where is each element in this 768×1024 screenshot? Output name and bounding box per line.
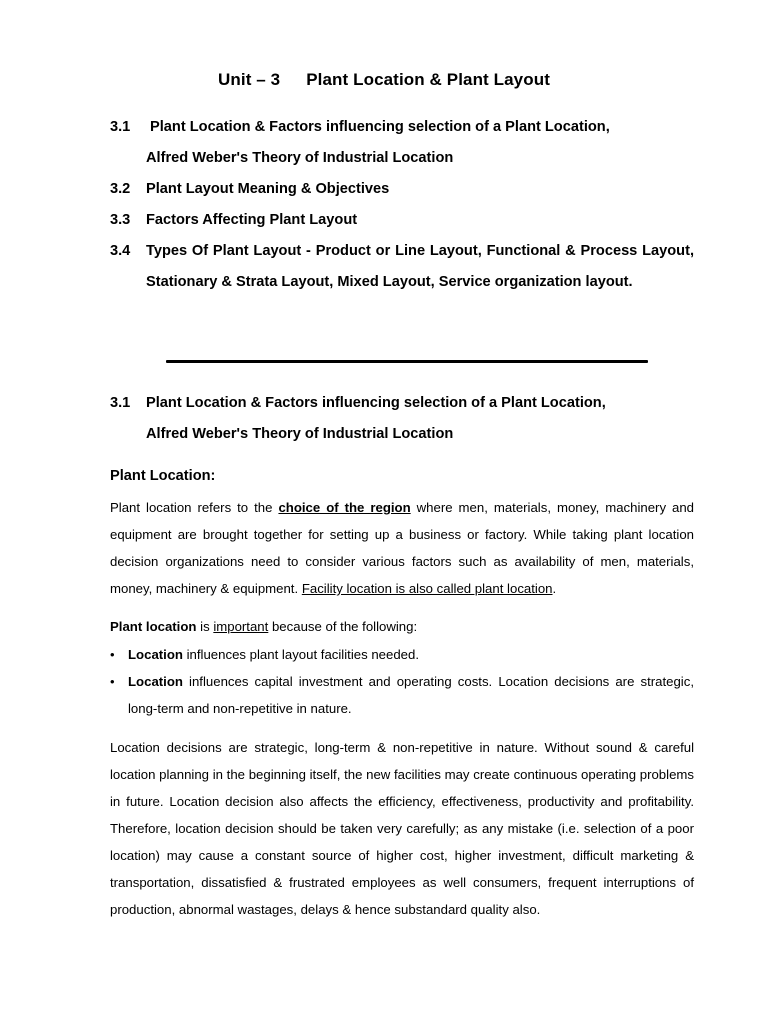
underlined-word: important: [213, 619, 269, 634]
toc-item-3-1: [110, 112, 694, 174]
toc-number: 3.2: [110, 181, 131, 197]
importance-intro: [110, 613, 694, 640]
toc-number: 3.3: [110, 212, 131, 228]
list-item-text: [128, 668, 694, 722]
toc-text-line: Factors Affecting Plant Layout: [146, 212, 358, 228]
bold-phrase: Location: [128, 647, 183, 662]
text-run: Plant location refers to the: [110, 500, 279, 515]
section-number: 3.1: [110, 395, 131, 411]
paragraph-location-decisions: Location decisions are strategic, long-term & non-repetitive in nature. Without sound & careful location planning in the beginning itself, the new facilities may create continuous operating problems in future. Location decision also affects the efficiency, effectiveness, productivity and profitability. Therefore, location decision should be taken very carefully; as any mistake (i.e. selection of a poor location) may cause a constant source of higher cost, higher investment, difficult marketing & transportation, dissatisfied & frustrated employees as well consumers, frequent interruptions of production, abnormal wastages, delays & hence substandard quality also.: [110, 740, 694, 917]
toc-item-3-3: [110, 205, 694, 236]
toc-item-3-2: [110, 174, 694, 205]
underlined-phrase: Facility location is also called plant location: [301, 581, 553, 596]
section-heading-3-1: [110, 388, 694, 450]
section-title-line: Alfred Weber's Theory of Industrial Location: [146, 426, 454, 442]
plant-location-heading: Plant Location:: [110, 468, 216, 484]
toc-text-line: Alfred Weber's Theory of Industrial Location: [146, 150, 454, 166]
text-run: .: [552, 581, 557, 596]
section-divider: [166, 360, 648, 363]
paragraph-definition: [110, 494, 694, 602]
unit-label: Unit – 3: [218, 70, 281, 89]
toc-item-3-4: [110, 236, 694, 298]
list-item: [110, 641, 694, 668]
list-item: [110, 668, 694, 722]
text-run: where men, materials, money, machinery and equipment are brought together for setting up a business or factory. While taking plant location decision organizations need to consider various factors such as availability of men, materials, money, machinery & equipment.: [110, 500, 695, 596]
text-run: influences capital investment and operating costs. Location decisions are strategic, long-term and non-repetitive in nature.: [128, 674, 694, 716]
bullet-icon: •: [110, 674, 115, 689]
text-run: influences plant layout facilities needed.: [182, 647, 420, 662]
toc-text-line: Plant Location & Factors influencing selection of a Plant Location,: [150, 119, 610, 135]
toc-text-paragraph: Types Of Plant Layout - Product or Line Layout, Functional & Process Layout, Stationary & Strata Layout, Mixed Layout, Service organization layout.: [146, 243, 694, 290]
bold-phrase: Plant location: [110, 619, 197, 634]
bullet-icon: •: [110, 647, 115, 662]
toc-number: 3.1: [110, 119, 131, 135]
text-run: because of the following:: [268, 619, 418, 634]
emphasized-phrase: choice of the region: [278, 500, 411, 515]
list-item-text: [128, 641, 694, 668]
text-run: is: [196, 619, 214, 634]
unit-name: Plant Location & Plant Layout: [306, 70, 550, 89]
toc-text-line: Plant Layout Meaning & Objectives: [146, 181, 390, 197]
page-title: [0, 70, 768, 90]
section-title-line: Plant Location & Factors influencing selection of a Plant Location,: [146, 395, 606, 411]
toc-number: 3.4: [110, 243, 131, 259]
bold-phrase: Location: [128, 674, 183, 689]
